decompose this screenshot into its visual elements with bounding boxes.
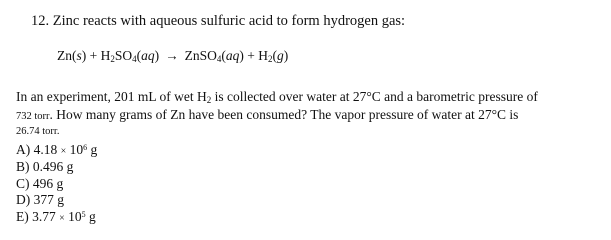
eq-sub: 4 bbox=[132, 54, 137, 64]
answer-choice-a[interactable] bbox=[16, 142, 97, 158]
eq-state-aq: aq bbox=[141, 48, 155, 63]
choice-text: 10 bbox=[66, 142, 84, 157]
times-symbol: × bbox=[60, 146, 67, 157]
eq-paren: ) bbox=[283, 48, 289, 63]
question-text-line-1 bbox=[16, 89, 538, 105]
eq-paren: ( bbox=[272, 48, 278, 63]
eq-plus-h: ) + H bbox=[239, 48, 269, 63]
question-text-line-3: 26.74 torr. bbox=[16, 126, 60, 137]
exponent: 6 bbox=[83, 143, 88, 152]
eq-paren: ) bbox=[154, 48, 160, 63]
text-segment: In an experiment, 201 mL of wet H bbox=[16, 89, 207, 104]
text-sub: 2 bbox=[206, 95, 212, 105]
eq-sub: 2 bbox=[268, 54, 273, 64]
eq-reactant-zn: Zn( bbox=[57, 48, 77, 63]
eq-so: SO bbox=[114, 48, 133, 63]
question-text-line-2 bbox=[16, 107, 518, 123]
eq-state-aq: aq bbox=[225, 48, 240, 63]
eq-sub: 2 bbox=[110, 54, 115, 64]
chemical-equation bbox=[57, 48, 288, 64]
eq-sub: 4 bbox=[216, 54, 222, 64]
answer-choice-e[interactable] bbox=[16, 209, 96, 225]
choice-text: A) 4.18 bbox=[16, 142, 61, 157]
eq-product-znso: ZnSO bbox=[184, 48, 217, 63]
choice-text: 10 bbox=[64, 209, 82, 224]
eq-paren: ( bbox=[136, 48, 142, 63]
exponent: 5 bbox=[81, 210, 86, 219]
answer-choice-c[interactable]: C) 496 g bbox=[16, 176, 64, 191]
eq-paren: ( bbox=[221, 48, 226, 63]
choice-text: E) 3.77 bbox=[16, 209, 60, 224]
question-title: 12. Zinc reacts with aqueous sulfuric acid to form hydrogen gas: bbox=[31, 13, 406, 29]
reaction-arrow-icon: → bbox=[165, 48, 179, 63]
text-segment: is collected over water at 27°C and a barometric pressure of bbox=[211, 89, 538, 104]
choice-text: g bbox=[87, 142, 98, 157]
eq-state-gas: g bbox=[277, 48, 284, 63]
answer-choice-b[interactable]: B) 0.496 g bbox=[16, 159, 74, 174]
eq-plus-h: ) + H bbox=[81, 48, 111, 63]
answer-choice-d[interactable]: D) 377 g bbox=[16, 192, 64, 207]
text-segment: . How many grams of Zn have been consumed? The vapor pressure of water at 27°C is bbox=[49, 107, 519, 122]
eq-state-solid: s bbox=[76, 48, 82, 63]
choice-text: g bbox=[85, 209, 96, 224]
times-symbol: × bbox=[59, 213, 65, 224]
text-segment: 732 torr bbox=[16, 111, 50, 122]
